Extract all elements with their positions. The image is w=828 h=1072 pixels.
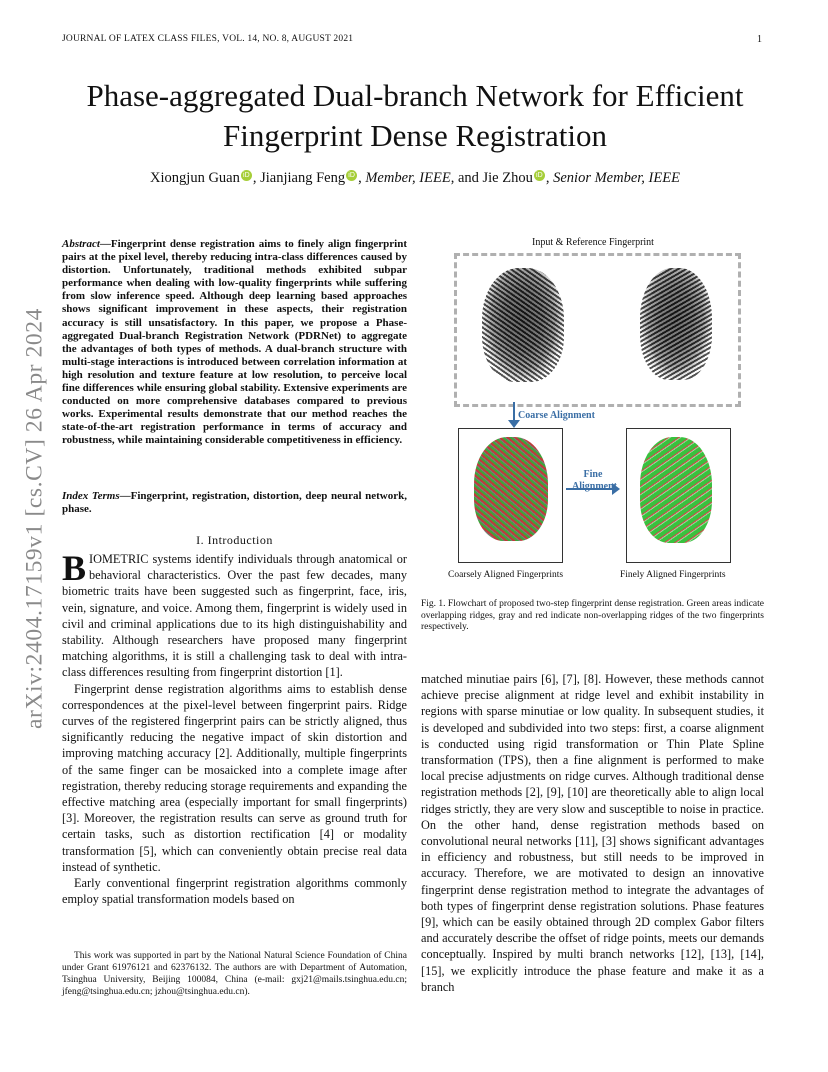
coarse-arrow-head — [508, 420, 520, 428]
author-1: Xiongjun Guan — [150, 170, 240, 186]
reference-fingerprint-ridges — [640, 268, 712, 380]
intro-paragraph: Early conventional fingerprint registration algorithms commonly employ spatial transformation models based on — [62, 876, 407, 907]
page-number: 1 — [757, 34, 762, 45]
arxiv-stamp: arXiv:2404.17159v1 [cs.CV] 26 Apr 2024 — [21, 308, 48, 729]
author-2: Jianjiang Feng — [260, 170, 346, 186]
right-column-text — [421, 671, 764, 995]
title-line-1: Phase-aggregated Dual-branch Network for Efficient — [86, 78, 744, 113]
intro-paragraph: Fingerprint dense registration algorithms aims to establish dense correspondences at the pixel-level between fingerprint pairs. Ridge curves of the registered fingerprint pairs can be strictly aligned, thus significantly reducing the negative impact of skin distortion and improving matching accuracy [2]. Additionally, multiple fingerprints of the same finger can be mosaicked into a complete image after registration, thereby reducing storage requirements and expanding the effective matching area (especially important for small fingerprints) [3]. Moreover, the registration results can serve as ground truth for certain tasks, such as distortion rectification [4] or modality transformation [5], which can conveniently obtain precise real data instead of synthetic. — [62, 681, 407, 874]
input-fingerprint-ridges — [482, 268, 564, 382]
coarse-aligned-fingerprint — [474, 437, 548, 541]
intro-paragraph — [62, 548, 407, 681]
author-list: Xiongjun Guan iD , Jianjiang Feng iD , Member, IEEE, and Jie Zhou iD , Senior Member, IEEE — [150, 170, 680, 186]
fine-label-line-1: Fine — [583, 469, 603, 480]
orcid-icon[interactable]: iD — [346, 170, 357, 181]
coarse-alignment-label: Coarse Alignment — [518, 410, 595, 421]
drop-cap: B — [62, 548, 87, 588]
abstract-text: —Fingerprint dense registration aims to finely align fingerprint pairs at the pixel level, thereby reducing intra-class differences caused by distortion. Unfortunately, traditional methods exhibited subpar performance when dealing with low-quality fingerprints while suffering from slow inference speed. Although deep learning based approaches shows significant improvement in these aspects, their registration accuracy is still unsatisfactory. In this paper, we propose a Phase-aggregated Dual-branch Registration Network (PDRNet) to aggregate the advantages of both types of methods. A dual-branch structure with multi-stage interactions is introduced between correlation information at high resolution and texture feature at low resolution, to perceive local fine differences while ensuring global stability. Extensive experiments are conducted on more comprehensive databases compared to previous works. Experimental results demonstrate that our method reaches the state-of-the-art registration performance in terms of accuracy and robustness, while maintaining considerable competitiveness in efficiency. — [62, 238, 407, 447]
figure-caption: Fig. 1. Flowchart of proposed two-step fingerprint dense registration. Green areas indicate overlapping ridges, gray and red indicate non-overlapping ridges of the two fingerprints respectively. — [421, 599, 764, 633]
fine-label-line-2: Alignment — [572, 481, 617, 492]
fine-aligned-fingerprint — [640, 437, 712, 543]
index-terms — [62, 490, 407, 516]
title-line-2: Fingerprint Dense Registration — [223, 118, 607, 153]
abstract-label: Abstract — [62, 238, 100, 250]
intro-text — [62, 548, 407, 907]
running-header: JOURNAL OF LATEX CLASS FILES, VOL. 14, NO. 8, AUGUST 2021 — [62, 34, 354, 44]
fine-label — [572, 469, 617, 493]
figure-top-label: Input & Reference Fingerprint — [532, 237, 654, 248]
footnote-text: This work was supported in part by the National Natural Science Foundation of China under Grant 61976121 and 62376132. The authors are with Department of Automation, Tsinghua University, Beijing 100084, China (e-mail: gxj21@mails.tsinghua.edu.cn; jfeng@tsinghua.edu.cn; jzhou@tsinghua.edu.cn). — [62, 951, 407, 997]
index-terms-text: —Fingerprint, registration, distortion, deep neural network, phase. — [62, 490, 408, 516]
index-terms-label: Index Terms — [62, 490, 120, 502]
section-heading: I. Introduction — [196, 533, 273, 547]
fine-caption: Finely Aligned Fingerprints — [620, 570, 726, 580]
footnote — [62, 950, 407, 998]
author-3: and Jie Zhou — [457, 170, 533, 186]
paper-title — [40, 76, 790, 156]
coarse-caption: Coarsely Aligned Fingerprints — [448, 570, 564, 580]
intro-p1-text: IOMETRIC systems identify individuals through anatomical or behavioral characteristics. Over the past few decades, many biometric traits have been suggested such as fingerprint, face, iris, vein, signature, and voice. Among them, fingerprint is widely used in civil and criminal applications due to its high distinguishability and stability. Although researchers have proposed many fingerprint matching algorithms, it is still a challenging task to deal with intra-class differences resulting from fingerprint distortion [1]. — [62, 552, 407, 680]
author-3-role: Senior Member, IEEE — [553, 170, 680, 186]
abstract — [62, 238, 407, 448]
right-paragraph: matched minutiae pairs [6], [7], [8]. However, these methods cannot achieve precise alignment at ridge level and exhibit instability in regions with sparse minutiae or low quality. In subsequent studies, it is developed and subdivided into two steps: first, a coarse alignment is conducted using rigid transformation or Thin Plate Spline transformation (TPS), then a fine alignment is performed to make local precise adjustments on ridge curves. Although traditional dense registration methods [2], [9], [10] are theoretically able to align local ridges strictly, they are very slow and susceptible to noise in practice. On the other hand, dense registration methods based on convolutional neural networks [11], [3] shows significant advantages in efficiency and robustness, but still needs to be improved in accuracy. Therefore, we are motivated to design an innovative fingerprint dense registration method to integrate the advantages of both types of fingerprint dense registration solutions. Phase features [9], which can be easily obtained through 2D complex Gabor filters and accurately describe the offset of ridge points, meets our demands conceptually. Inspired by multi branch networks [12], [13], [14], [15], we explicitly introduce the phase feature and make it as a branch — [421, 672, 764, 994]
orcid-icon[interactable]: iD — [241, 170, 252, 181]
author-2-role: Member, IEEE — [365, 170, 451, 186]
orcid-icon[interactable]: iD — [534, 170, 545, 181]
